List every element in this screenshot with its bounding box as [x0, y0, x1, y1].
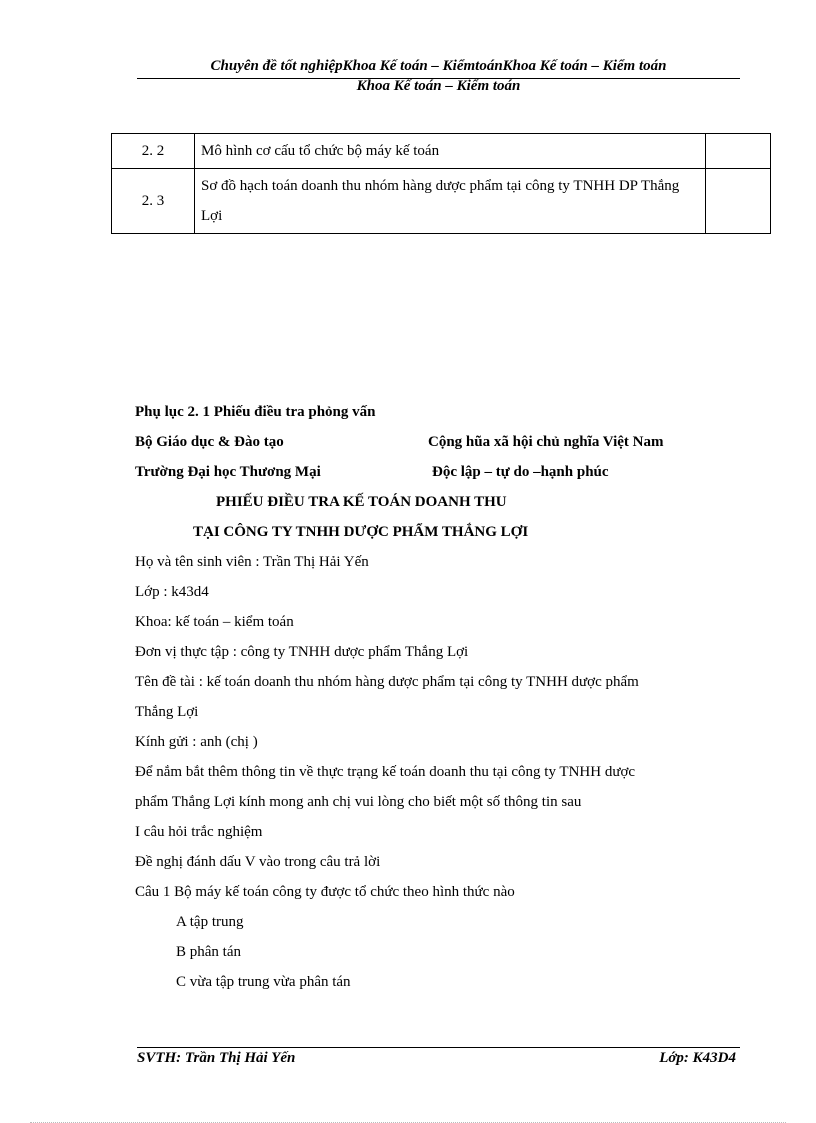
instruction: Đề nghị đánh dấu V vào trong câu trả lời	[135, 854, 381, 870]
figure-number: 2. 2	[112, 134, 195, 169]
option-a: A tập trung	[176, 914, 244, 930]
section-heading: I câu hỏi trắc nghiệm	[135, 824, 263, 840]
form-title-line2: TẠI CÔNG TY TNHH DƯỢC PHẨM THẮNG LỢI	[193, 524, 529, 540]
student-name: Họ và tên sinh viên : Trần Thị Hải Yến	[135, 554, 369, 570]
internship-unit: Đơn vị thực tập : công ty TNHH dược phẩm Thắng Lợi	[135, 644, 469, 660]
figure-page	[706, 169, 771, 234]
figure-page	[706, 134, 771, 169]
running-header-line2: Khoa Kế toán – Kiểm toán	[356, 78, 521, 94]
topic-line1: Tên đề tài : kế toán doanh thu nhóm hàng dược phẩm tại công ty TNHH dược phẩm	[135, 674, 639, 690]
table-row	[112, 169, 771, 234]
intro-line1: Để nắm bắt thêm thông tin về thực trạng kế toán doanh thu tại công ty TNHH dược	[135, 764, 636, 780]
national-motto: Độc lập – tự do –hạnh phúc	[432, 464, 609, 480]
class-field: Lớp : k43d4	[135, 584, 209, 600]
faculty-field: Khoa: kế toán – kiểm toán	[135, 614, 294, 630]
figure-list-table	[111, 133, 771, 234]
footer-student: SVTH: Trần Thị Hải Yến	[137, 1050, 296, 1066]
figure-number: 2. 3	[112, 169, 195, 234]
university-name: Trường Đại học Thương Mại	[135, 464, 321, 480]
question-1: Câu 1 Bộ máy kế toán công ty được tổ chức theo hình thức nào	[135, 884, 515, 900]
greeting: Kính gửi : anh (chị )	[135, 734, 258, 750]
running-header-line1: Chuyên đề tốt nghiệpKhoa Kế toán – KiểmtoánKhoa Kế toán – Kiểm toán	[210, 58, 667, 74]
figure-caption: Mô hình cơ cấu tổ chức bộ máy kế toán	[195, 134, 706, 169]
option-c: C vừa tập trung vừa phân tán	[176, 974, 351, 990]
intro-line2: phẩm Thắng Lợi kính mong anh chị vui lòng cho biết một số thông tin sau	[135, 794, 582, 810]
topic-line2: Thắng Lợi	[135, 704, 199, 720]
national-title: Cộng hũa xã hội chủ nghĩa Việt Nam	[428, 434, 664, 450]
table-row	[112, 134, 771, 169]
appendix-title: Phụ lục 2. 1 Phiếu điều tra phỏng vấn	[135, 404, 376, 420]
footer-rule	[137, 1047, 740, 1048]
footer-class: Lớp: K43D4	[659, 1050, 736, 1066]
form-title-line1: PHIẾU ĐIỀU TRA KẾ TOÁN DOANH THU	[216, 494, 507, 510]
option-b: B phân tán	[176, 944, 241, 960]
figure-caption: Sơ đồ hạch toán doanh thu nhóm hàng dược phẩm tại công ty TNHH DP Thắng Lợi	[195, 169, 706, 234]
ministry-name: Bộ Giáo dục & Đào tạo	[135, 434, 284, 450]
